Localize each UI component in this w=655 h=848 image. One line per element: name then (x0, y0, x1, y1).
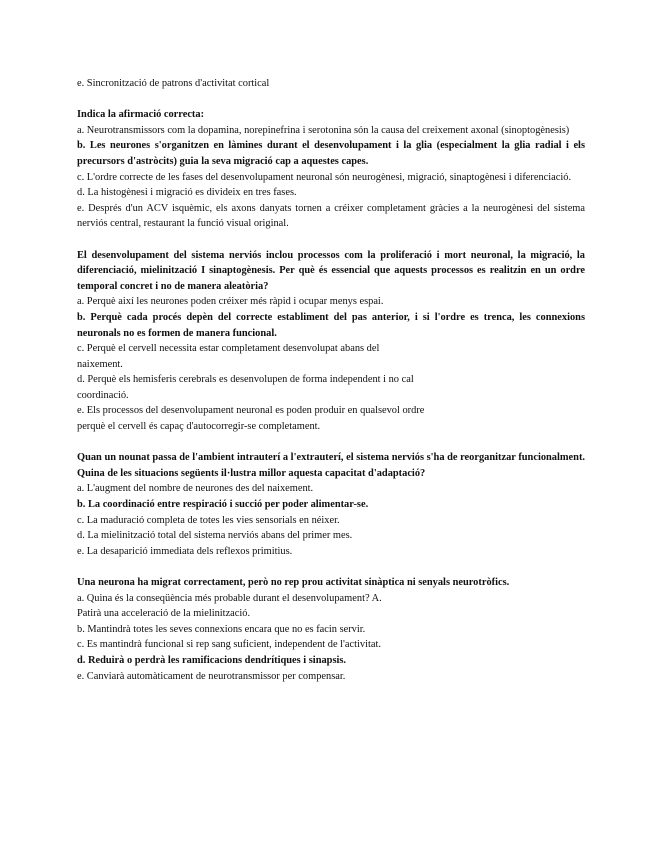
option-d: d. La histogènesi i migració es divideix en tres fases. (77, 187, 297, 199)
question-block-3 (77, 450, 585, 559)
option-e: e. La desaparició immediata dels reflexos primitius. (77, 545, 293, 557)
option-c: c. Perquè el cervell necessita estar completament desenvolupat abans del naixement. (77, 343, 380, 370)
option-e: e. Els processos del desenvolupament neuronal es poden produir en qualsevol ordre perquè el cervell és capaç d'autocorregir-se completament. (77, 405, 425, 433)
option-a: a. Perquè així les neurones poden créixer més ràpid i ocupar menys espai. (77, 296, 384, 308)
option-c: c. Es mantindrà funcional si rep sang suficient, independent de l'activitat. (77, 639, 381, 651)
question-text: El desenvolupament del sistema nerviós inclou processos com la proliferació i mort neuronal, la migració, la diferenciació, mielinització I sinaptogènesis. Per què és essencial que aquests processos es realitzin en un ordre temporal concret i no de manera aleatòria? (77, 249, 585, 292)
question-text: Una neurona ha migrat correctament, però no rep prou activitat sinàptica ni senyals neurotròfics. (77, 577, 510, 588)
question-block-4 (77, 575, 585, 684)
question-block-2 (77, 248, 585, 435)
option-e: e. Canviarà automàticament de neurotransmissor per compensar. (77, 670, 346, 682)
option-c: c. La maduració completa de totes les vies sensorials en néixer. (77, 514, 340, 526)
option-d: d. La mielinització total del sistema nerviós abans del primer mes. (77, 530, 353, 542)
option-b-correct: b. Les neurones s'organitzen en làmines durant el desenvolupament i la glia (especialment la glia radial i els precursors d'astròcits) guia la seva migració cap a aquestes capes. (77, 140, 585, 167)
option-a: a. Neurotransmissors com la dopamina, norepinefrina i serotonina són la causa del creixement axonal (sinoptogènesis) (77, 124, 570, 136)
option-e: e. Després d'un ACV isquèmic, els axons danyats tornen a créixer completament gràcies a la neurogènesi del sistema nerviós central, restaurant la funció visual original. (77, 202, 585, 230)
option-d-correct: d. Reduirà o perdrà les ramificacions dendrítiques i sinapsis. (77, 654, 347, 666)
intro-line: e. Sincronització de patrons d'activitat cortical (77, 78, 270, 89)
option-c: c. L'ordre correcte de les fases del desenvolupament neuronal són neurogènesi, migració, sinaptogènesi i diferenciació. (77, 171, 572, 183)
option-b-correct: b. La coordinació entre respiració i succió per poder alimentar-se. (77, 499, 369, 511)
option-d: d. Perquè els hemisferis cerebrals es desenvolupen de forma independent i no cal coordinació. (77, 374, 414, 401)
question-block-1 (77, 107, 585, 232)
option-a: a. Quina és la conseqüència més probable durant el desenvolupament? A. Patirà una acceleració de la mielinització. (77, 592, 382, 620)
option-b: b. Mantindrà totes les seves connexions encara que no es facin servir. (77, 623, 366, 635)
option-b-correct: b. Perquè cada procés depèn del correcte establiment del pas anterior, i si l'ordre es trenca, les connexions neuronals no es formen de manera funcional. (77, 311, 585, 339)
question-text: Indica la afirmació correcta: (77, 109, 205, 121)
question-text: Quan un nounat passa de l'ambient intrauterí a l'extrauterí, el sistema nerviós s'ha de reorganitzar funcionalment. Quina de les situacions següents il·lustra millor aquesta capacitat d'adaptació? (77, 452, 585, 479)
option-a: a. L'augment del nombre de neurones des del naixement. (77, 483, 314, 495)
